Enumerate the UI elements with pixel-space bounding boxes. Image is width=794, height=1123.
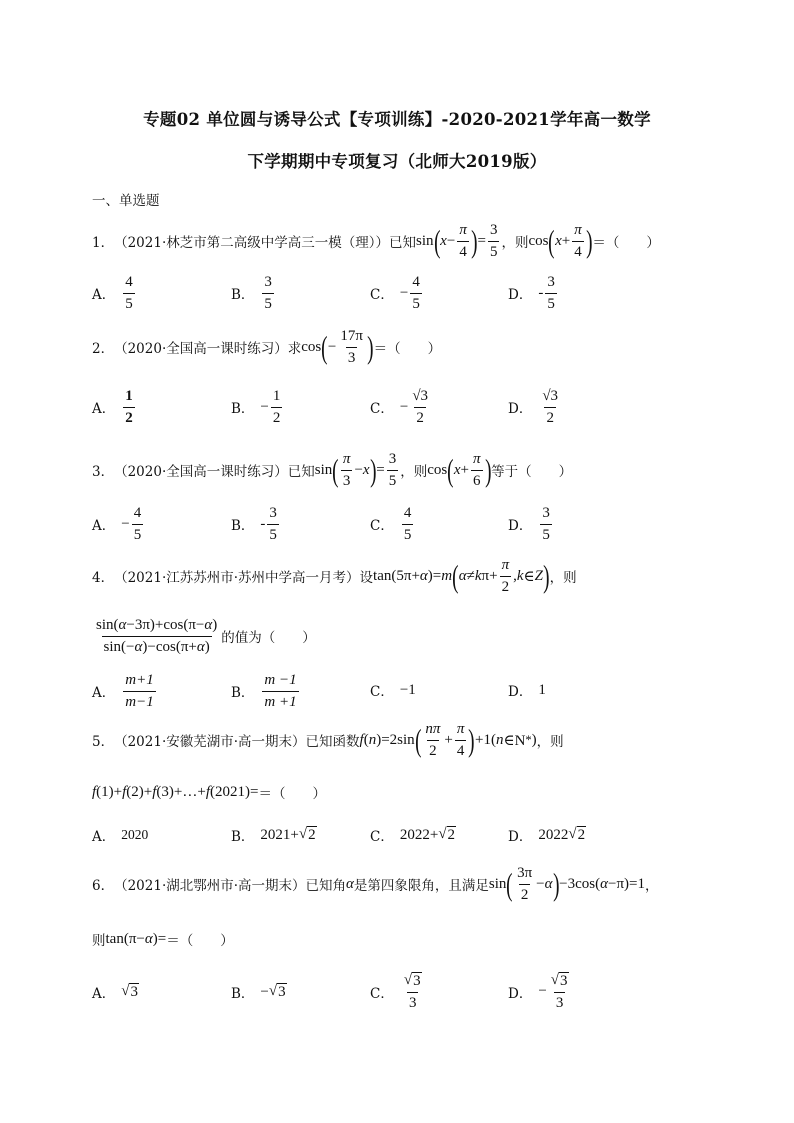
option-a[interactable]: A． 1 2 <box>92 388 133 426</box>
option-c[interactable]: C． −1 <box>370 681 416 700</box>
question-source: （2021·江苏苏州市·苏州中学高一月考） <box>114 570 360 586</box>
question-text: ＝（ ） <box>592 235 660 251</box>
question-source: （2020·全国高一课时练习） <box>114 341 288 357</box>
option-b[interactable]: B． 3 5 <box>231 274 272 312</box>
question-text: 设 <box>359 570 374 586</box>
question-text: ＝（ ） <box>373 341 442 357</box>
option-d[interactable]: D． - 3 5 <box>508 274 555 312</box>
question-text: ，则 <box>501 235 529 251</box>
question-5-line2 <box>92 782 326 802</box>
question-5 <box>92 721 564 759</box>
option-c[interactable]: C． − $\frac{4}{5}$ <box>370 274 420 312</box>
formula-sum: f (1)+ f (2)+ f (3)+…+ f (2021)= <box>92 783 259 800</box>
doc-title-line2: 下学期期中专项复习（北师大2019版） <box>247 152 547 171</box>
question-number: 4． <box>92 570 115 586</box>
question-text: 已知函数 <box>305 734 360 750</box>
question-text: ，则 <box>536 734 564 750</box>
option-b[interactable]: B． m −1 m +1 <box>231 672 297 710</box>
option-d[interactable]: D． 2022 √ 2 <box>508 826 586 845</box>
option-a[interactable]: A． 4 5 <box>92 274 133 312</box>
option-a[interactable]: A． √ 3 <box>92 983 138 1002</box>
option-c[interactable]: C． 2022+ √ 2 <box>370 826 456 845</box>
option-d[interactable]: D． √3 2 <box>508 388 559 426</box>
question-number: 6． <box>92 878 115 894</box>
question-number: 1． <box>92 235 115 251</box>
doc-title-line1: 专题02 单位圆与诱导公式【专项训练】-2020-2021学年高一数学 <box>143 110 651 129</box>
option-d[interactable]: D． 1 <box>508 681 546 700</box>
option-b[interactable]: B． − √ 3 <box>231 983 286 1002</box>
question-4 <box>92 557 577 595</box>
question-text: ＝（ ） <box>258 786 326 802</box>
formula-fraction: sin(α−3π)+cos(π−α) sin(−α)−cos(π+α) <box>96 617 218 655</box>
question-source: （2021·林芝市第二高级中学高三一模（理）） <box>114 235 389 251</box>
question-6 <box>92 865 659 903</box>
section-heading: 一、单选题 <box>92 193 160 209</box>
question-number: 2． <box>92 341 115 357</box>
question-text: 求 <box>287 341 302 357</box>
question-3 <box>92 451 572 489</box>
option-b[interactable]: B． - 3 5 <box>231 505 277 543</box>
question-source: （2020·全国高一课时练习） <box>114 464 288 480</box>
question-number: 3． <box>92 464 115 480</box>
option-c[interactable]: C． 4 5 <box>370 505 412 543</box>
formula-sin: sin ( π 3 − x ) = 3 5 <box>314 451 397 489</box>
option-b[interactable]: B． 2021+ √ 2 <box>231 826 316 845</box>
option-a[interactable]: A． − $\frac{4}{5}$ <box>92 505 142 543</box>
question-text: 已知角 <box>305 878 347 894</box>
question-text: ，则 <box>400 464 428 480</box>
question-6-line2 <box>92 929 234 949</box>
formula-tan: tan(5π+ α )= m ( α ≠ k π+ π 2 , k ∈ Z ) <box>373 557 550 595</box>
question-text: ，则 <box>549 570 577 586</box>
option-a[interactable]: A． m+1 m−1 <box>92 672 154 710</box>
option-d[interactable]: D． − √ 3 3 <box>508 972 568 1011</box>
question-number: 5． <box>92 734 115 750</box>
option-d[interactable]: D． 3 5 <box>508 505 550 543</box>
question-text: ＝（ ） <box>166 933 234 949</box>
formula-cos: cos ( x + π 6 ) <box>427 451 492 489</box>
question-source: （2021·湖北鄂州市·高一期末） <box>114 878 306 894</box>
question-text: 是第四象限角，且满足 <box>353 878 489 894</box>
question-text: 的值为（ ） <box>221 630 316 646</box>
formula-tan: tan(π− α )= <box>105 930 167 947</box>
formula-sin: sin ( x − π 4 ) = 3 5 <box>416 222 498 260</box>
question-text: 等于（ ） <box>491 464 573 480</box>
formula-alpha: α <box>346 875 354 892</box>
question-text: 已知 <box>389 235 416 251</box>
question-1 <box>92 222 660 260</box>
option-b[interactable]: B． − $\frac{1}{2}$ <box>231 388 281 426</box>
option-c[interactable]: C． √ 3 3 <box>370 972 421 1011</box>
formula-function: f ( n )=2sin ( nπ 2 + π 4 ) +1( n ∈N * ) <box>359 721 537 759</box>
formula-condition: sin ( 3π 2 − α ) −3cos( α −π)=1 <box>488 865 645 903</box>
option-a[interactable]: A． 2020 <box>92 827 149 845</box>
question-text: 已知 <box>287 464 315 480</box>
question-source: （2021·安徽芜湖市·高一期末） <box>114 734 306 750</box>
question-text: ， <box>645 878 659 894</box>
formula-cos: cos ( x + π 4 ) <box>528 222 593 260</box>
question-4-line2 <box>92 617 316 655</box>
formula-cos: cos ( − 17π 3 ) <box>301 328 374 366</box>
option-c[interactable]: C． − $\frac{√3}{2}$ <box>370 388 429 426</box>
question-text: 则 <box>92 933 106 949</box>
question-2 <box>92 328 441 366</box>
